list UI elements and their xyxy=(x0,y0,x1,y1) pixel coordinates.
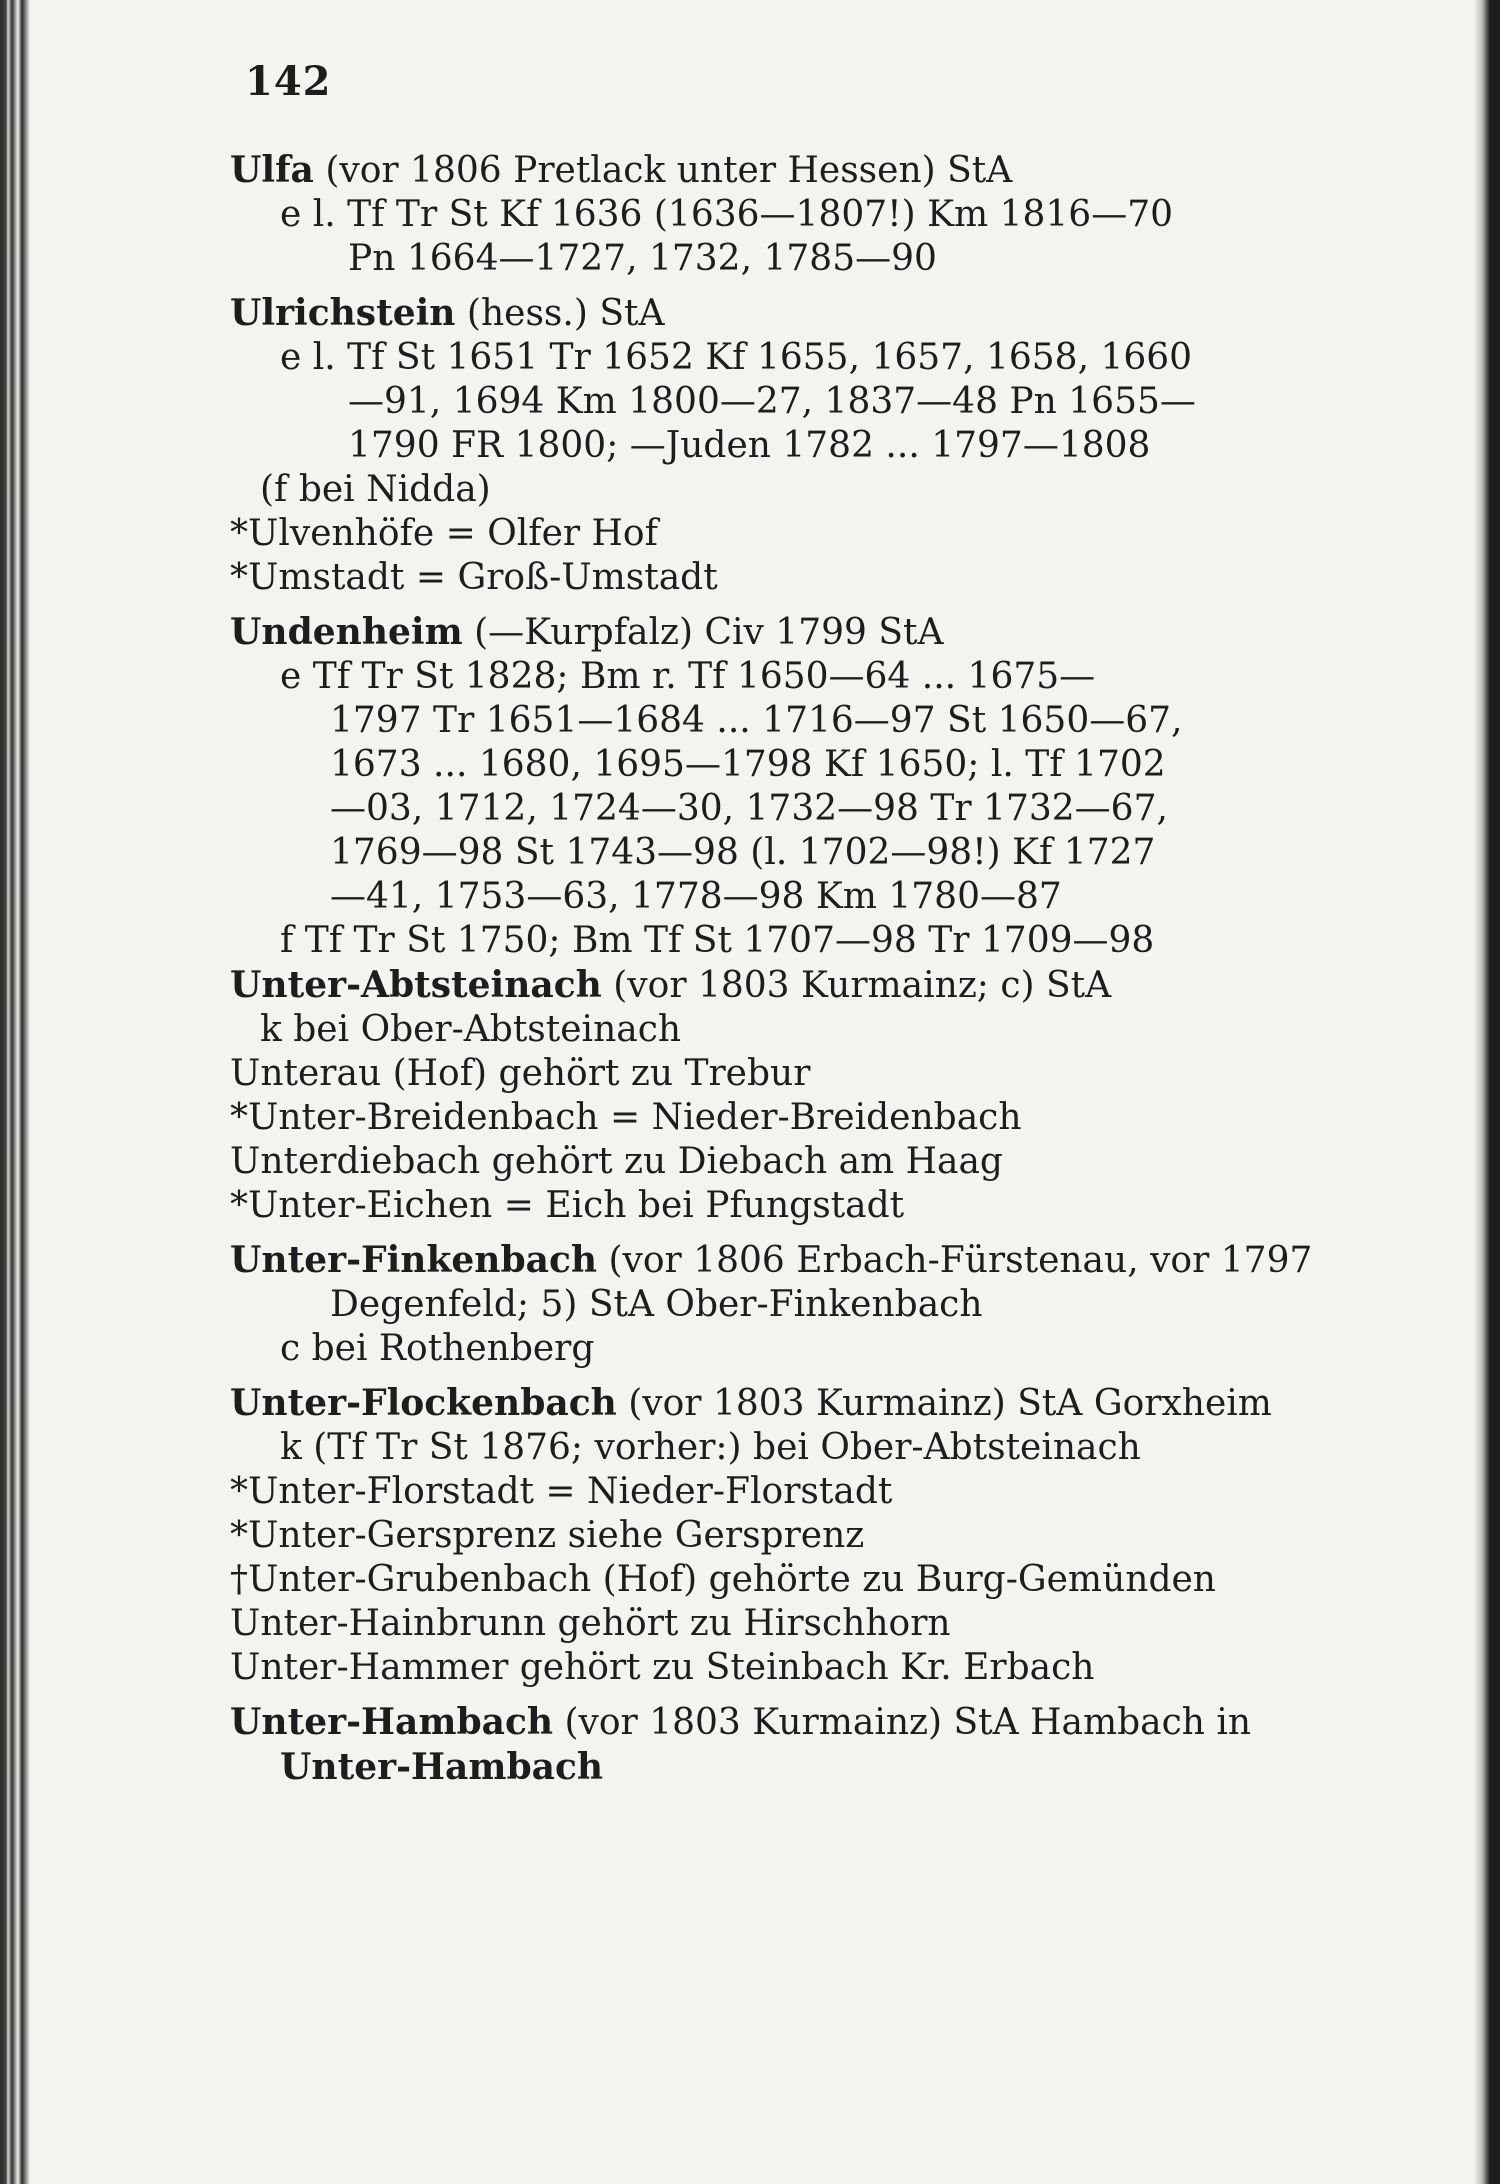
entry-line: 1673 ... 1680, 1695—1798 Kf 1650; l. Tf 1702 xyxy=(330,744,1166,785)
entry-unter-abtsteinach xyxy=(230,963,1330,1052)
entry-headword: Ulfa xyxy=(230,149,314,191)
entry-line: f Tf Tr St 1750; Bm Tf St 1707—98 Tr 1709—98 xyxy=(280,920,1155,961)
entry-line: k (Tf Tr St 1876; vorher:) bei Ober-Abtsteinach xyxy=(280,1427,1141,1468)
entry-ulrichstein xyxy=(230,291,1330,512)
entry-line: *Ulvenhöfe = Olfer Hof xyxy=(230,513,658,554)
entry-line: Unter-Hainbrunn gehört zu Hirschhorn xyxy=(230,1603,951,1644)
entry-text: (—Kurpfalz) Civ 1799 StA xyxy=(462,612,944,653)
entry-line: —41, 1753—63, 1778—98 Km 1780—87 xyxy=(330,876,1062,917)
entry-text: (hess.) StA xyxy=(455,293,665,334)
entry-text: (vor 1803 Kurmainz; c) StA xyxy=(601,965,1112,1006)
entry-headword: Unter-Hambach xyxy=(230,1701,554,1743)
entry-undenheim xyxy=(230,610,1330,963)
entry-text: (vor 1806 Erbach-Fürstenau, vor 1797 xyxy=(597,1240,1313,1281)
page-outer-edge xyxy=(1474,0,1500,2184)
page-binding-edge xyxy=(0,0,30,2184)
entry-headword: Unter-Abtsteinach xyxy=(230,964,602,1006)
entry-unter-gersprenz xyxy=(230,1514,1330,1558)
entry-line: Unter-Hammer gehört zu Steinbach Kr. Erbach xyxy=(230,1647,1095,1688)
entry-headword: Unter-Finkenbach xyxy=(230,1239,598,1281)
entry-line: †Unter-Grubenbach (Hof) gehörte zu Burg-Gemünden xyxy=(230,1559,1216,1600)
entry-text: (vor 1803 Kurmainz) StA Hambach in xyxy=(553,1702,1252,1743)
entry-line: *Unter-Eichen = Eich bei Pfungstadt xyxy=(230,1185,905,1226)
entry-line: Degenfeld; 5) StA Ober-Finkenbach xyxy=(330,1284,983,1325)
entry-unter-grubenbach xyxy=(230,1558,1330,1602)
entry-unter-hammer xyxy=(230,1646,1330,1690)
entry-line: *Unter-Gersprenz siehe Gersprenz xyxy=(230,1515,865,1556)
entry-line: e l. Tf St 1651 Tr 1652 Kf 1655, 1657, 1658, 1660 xyxy=(280,337,1193,378)
entry-unter-hambach xyxy=(230,1700,1330,1789)
entry-line: 1790 FR 1800; —Juden 1782 ... 1797—1808 xyxy=(348,425,1151,466)
entry-unter-flockenbach xyxy=(230,1381,1330,1470)
entry-ulfa xyxy=(230,148,1330,281)
page-number: 142 xyxy=(245,58,332,105)
entry-line: Pn 1664—1727, 1732, 1785—90 xyxy=(348,238,937,279)
entry-line: k bei Ober-Abtsteinach xyxy=(260,1009,682,1050)
entry-headword: Undenheim xyxy=(230,611,463,653)
entry-line: Unterdiebach gehört zu Diebach am Haag xyxy=(230,1141,1003,1182)
entry-line: 1769—98 St 1743—98 (l. 1702—98!) Kf 1727 xyxy=(330,832,1156,873)
entry-line: Unter-Hambach xyxy=(280,1746,604,1788)
entry-umstadt xyxy=(230,556,1330,600)
entry-line: c bei Rothenberg xyxy=(280,1328,595,1369)
entry-line: —03, 1712, 1724—30, 1732—98 Tr 1732—67, xyxy=(330,788,1168,829)
entry-line: —91, 1694 Km 1800—27, 1837—48 Pn 1655— xyxy=(348,381,1196,422)
entry-line: (f bei Nidda) xyxy=(260,469,491,510)
entry-headword: Ulrichstein xyxy=(230,292,456,334)
gazetteer-entries xyxy=(230,148,1330,1789)
entry-unterdiebach xyxy=(230,1140,1330,1184)
entry-line: *Umstadt = Groß-Umstadt xyxy=(230,557,718,598)
entry-unter-eichen xyxy=(230,1184,1330,1228)
entry-unter-breidenbach xyxy=(230,1096,1330,1140)
entry-line: e Tf Tr St 1828; Bm r. Tf 1650—64 ... 1675— xyxy=(280,656,1096,697)
entry-line: *Unter-Breidenbach = Nieder-Breidenbach xyxy=(230,1097,1022,1138)
entry-unter-hainbrunn xyxy=(230,1602,1330,1646)
entry-line: e l. Tf Tr St Kf 1636 (1636—1807!) Km 1816—70 xyxy=(280,194,1174,235)
entry-unter-florstadt xyxy=(230,1470,1330,1514)
entry-ulvenhoefe xyxy=(230,512,1330,556)
entry-line: *Unter-Florstadt = Nieder-Florstadt xyxy=(230,1471,893,1512)
entry-unter-finkenbach xyxy=(230,1238,1330,1371)
entry-text: (vor 1806 Pretlack unter Hessen) StA xyxy=(313,150,1013,191)
entry-text: (vor 1803 Kurmainz) StA Gorxheim xyxy=(616,1383,1272,1424)
entry-unterau xyxy=(230,1052,1330,1096)
entry-headword: Unter-Flockenbach xyxy=(230,1382,617,1424)
entry-line: 1797 Tr 1651—1684 ... 1716—97 St 1650—67, xyxy=(330,700,1183,741)
entry-line: Unterau (Hof) gehört zu Trebur xyxy=(230,1053,811,1094)
